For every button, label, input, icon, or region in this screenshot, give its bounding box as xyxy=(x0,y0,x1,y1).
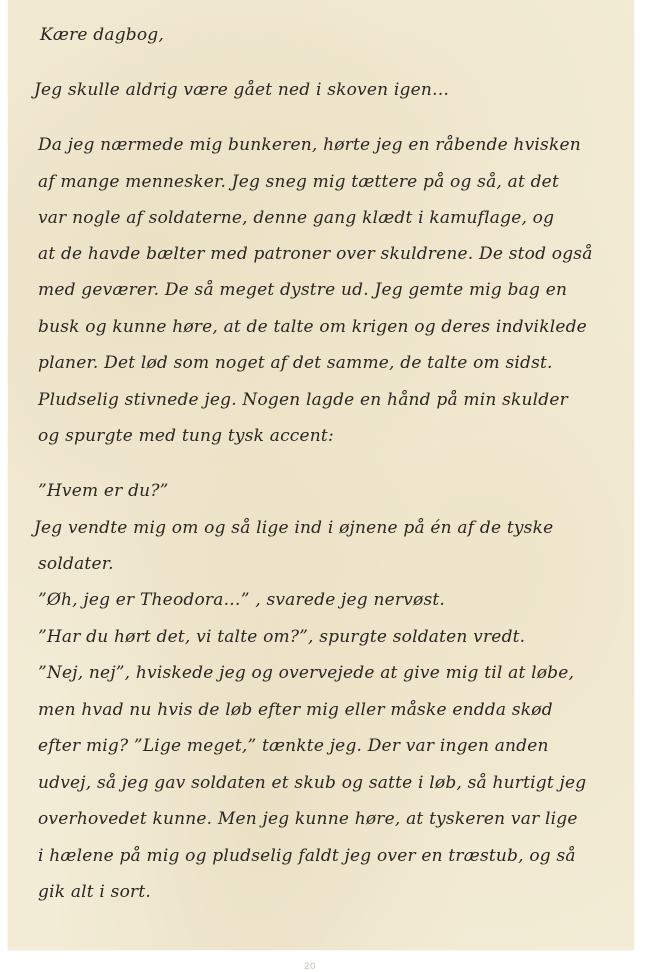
text-line: men hvad nu hvis de løb efter mig eller måske endda skød xyxy=(38,700,553,720)
text-line: og spurgte med tung tysk accent: xyxy=(38,426,334,446)
text-line: af mange mennesker. Jeg sneg mig tættere på og så, at det xyxy=(38,172,559,192)
text-line: Pludselig stivnede jeg. Nogen lagde en hånd på min skulder xyxy=(38,390,568,410)
text-line: at de havde bælter med patroner over skuldrene. De stod også xyxy=(38,244,593,264)
text-line: i hælene på mig og pludselig faldt jeg over en træstub, og så xyxy=(38,846,576,866)
text-line: efter mig? ”Lige meget,” tænkte jeg. Der var ingen anden xyxy=(38,736,549,756)
opening-line: Jeg skulle aldrig være gået ned i skoven igen… xyxy=(34,80,450,100)
page-number: 20 xyxy=(304,962,316,972)
dialogue-line: ”Har du hørt det, vi talte om?”, spurgte soldaten vredt. xyxy=(38,627,526,647)
text-line: gik alt i sort. xyxy=(38,882,151,902)
text-line: overhovedet kunne. Men jeg kunne høre, at tyskeren var lige xyxy=(38,809,578,829)
dialogue-line: ”Hvem er du?” xyxy=(38,481,169,501)
text-line: med geværer. De så meget dystre ud. Jeg gemte mig bag en xyxy=(38,280,568,300)
text-line: var nogle af soldaterne, denne gang klædt i kamuflage, og xyxy=(38,208,555,228)
text-line: planer. Det lød som noget af det samme, de talte om sidst. xyxy=(38,353,553,373)
dialogue-line: ”Nej, nej”, hviskede jeg og overvejede at give mig til at løbe, xyxy=(38,663,575,683)
text-line: Da jeg nærmede mig bunkeren, hørte jeg en råbende hvisken xyxy=(38,135,581,155)
text-line: udvej, så jeg gav soldaten et skub og satte i løb, så hurtigt jeg xyxy=(38,773,587,793)
salutation: Kære dagbog, xyxy=(40,25,164,45)
dialogue-line: ”Øh, jeg er Theodora…” , svarede jeg nervøst. xyxy=(38,590,446,610)
text-line: busk og kunne høre, at de talte om krigen og deres indviklede xyxy=(38,317,587,337)
text-line: soldater. xyxy=(38,554,114,574)
diary-page xyxy=(8,0,634,950)
text-line: Jeg vendte mig om og så lige ind i øjnene på én af de tyske xyxy=(34,518,554,538)
